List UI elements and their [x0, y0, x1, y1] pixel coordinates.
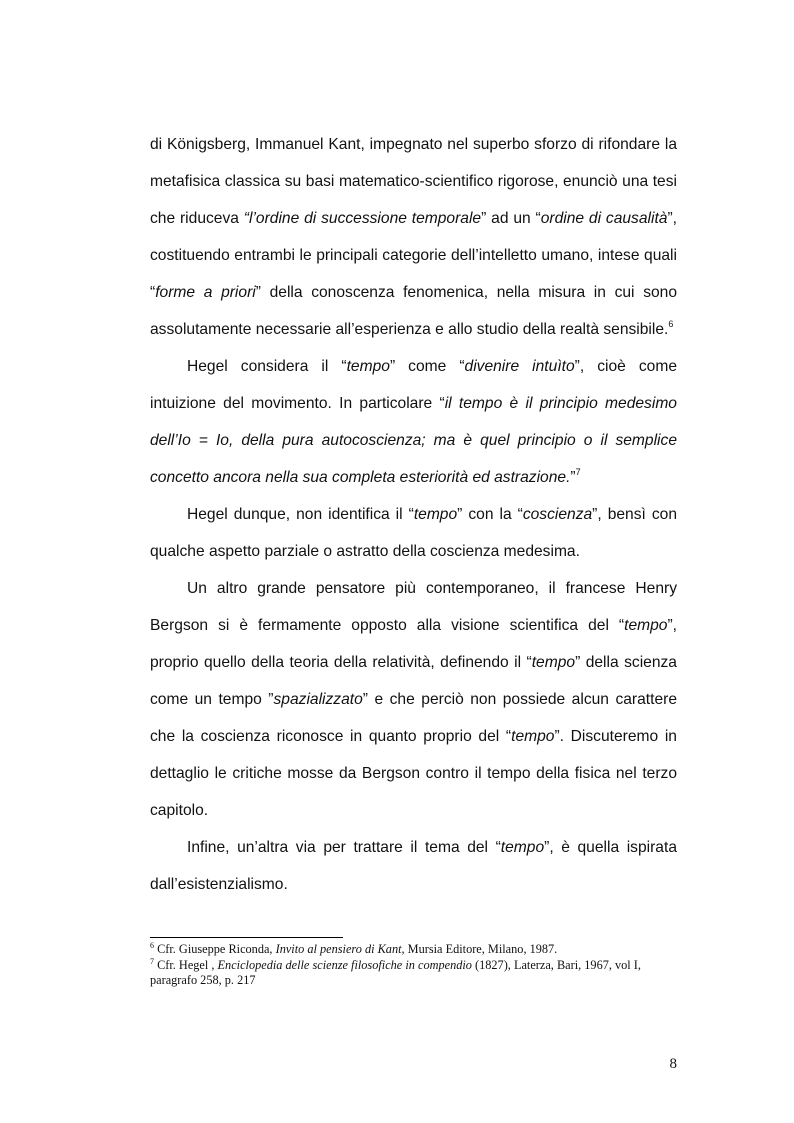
italic-text: tempo [511, 728, 555, 745]
page-number: 8 [669, 1056, 677, 1072]
italic-text: tempo [413, 506, 458, 523]
italic-text: forme a priori [155, 284, 256, 301]
paragraph [150, 496, 677, 570]
footnote-ref: 7 [150, 956, 154, 966]
italic-text: Enciclopedia delle scienze filosofiche in compendio [217, 957, 472, 972]
footnote-separator [150, 937, 343, 938]
text-run: Cfr. Giuseppe Riconda, [154, 942, 276, 956]
paragraph [150, 570, 677, 829]
text-run: Un altro grande pensatore più contemporaneo, il francese Henry Bergson si è fermamente opposto alla visione scientifica del “ [150, 580, 677, 634]
paragraph [150, 348, 677, 496]
italic-text: il tempo è il principio medesimo dell’Io = Io, della pura autocoscienza; ma è quel principio o il semplice concetto ancora nella sua completa esteriorità ed astrazione. [150, 395, 677, 486]
italic-text: “l’ordine di successione temporale [243, 210, 482, 227]
italic-text: spazializzato [273, 691, 363, 708]
text-run: ” come “ [389, 358, 465, 375]
italic-text: Invito al pensiero di Kant [275, 942, 402, 956]
text-run: ”, proprio quello della teoria della relatività, definendo il “ [150, 617, 677, 671]
text-run: ”, bensì con qualche aspetto parziale o astratto della coscienza medesima. [150, 506, 677, 560]
italic-text: tempo [624, 617, 668, 634]
text-run: ”, costituendo entrambi le principali categorie dell’intelletto umano, intese quali “ [150, 210, 677, 301]
italic-text: coscienza [522, 506, 593, 523]
text-run: ”. Discuteremo in dettaglio le critiche mosse da Bergson contro il tempo della fisica nel terzo capitolo. [150, 728, 677, 819]
text-run: ”, cioè come intuizione del movimento. In particolare “ [150, 358, 677, 412]
paragraph [150, 126, 677, 348]
footnote-ref: 6 [668, 319, 674, 329]
text-run: , Mursia Editore, Milano, 1987. [401, 942, 558, 956]
italic-text: tempo [531, 654, 576, 671]
footnote [150, 942, 680, 958]
text-run: Hegel dunque, non identifica il “ [187, 506, 414, 523]
paragraph [150, 829, 677, 903]
text-run: ” e che perciò non possiede alcun carattere che la coscienza riconosce in quanto proprio del “ [150, 691, 677, 745]
text-run: ” ad un “ [481, 210, 541, 227]
footnote [150, 958, 680, 989]
text-run: Infine, un’altra via per trattare il tema del “ [187, 839, 501, 856]
footnote-ref: 6 [150, 941, 154, 950]
text-run: ” della conoscenza fenomenica, nella misura in cui sono assolutamente necessarie all’esperienza e allo studio della realtà sensibile. [150, 284, 678, 338]
text-run: (1827), Laterza, Bari, 1967, vol I, paragrafo 258, p. 217 [150, 957, 641, 987]
italic-text: divenire intuìto [464, 358, 575, 375]
text-run: ” della scienza come un tempo ” [150, 654, 677, 708]
italic-text: tempo [346, 358, 390, 375]
italic-text: ordine di causalità [540, 210, 668, 227]
text-run: ” con la “ [457, 506, 523, 523]
text-run: Cfr. Hegel , [154, 957, 218, 972]
text-run: ” [570, 469, 576, 486]
footnotes [150, 942, 680, 989]
text-run: Hegel considera il “ [187, 358, 347, 375]
text-run: ”, è quella ispirata dall’esistenzialismo. [150, 839, 677, 893]
body-text [150, 126, 677, 903]
text-run: di Königsberg, Immanuel Kant, impegnato nel superbo sforzo di rifondare la metafisica classica su basi matematico-scientifico rigorose, enunciò una tesi che riduceva [150, 136, 677, 227]
footnote-ref: 7 [575, 467, 581, 477]
italic-text: tempo [500, 839, 545, 856]
